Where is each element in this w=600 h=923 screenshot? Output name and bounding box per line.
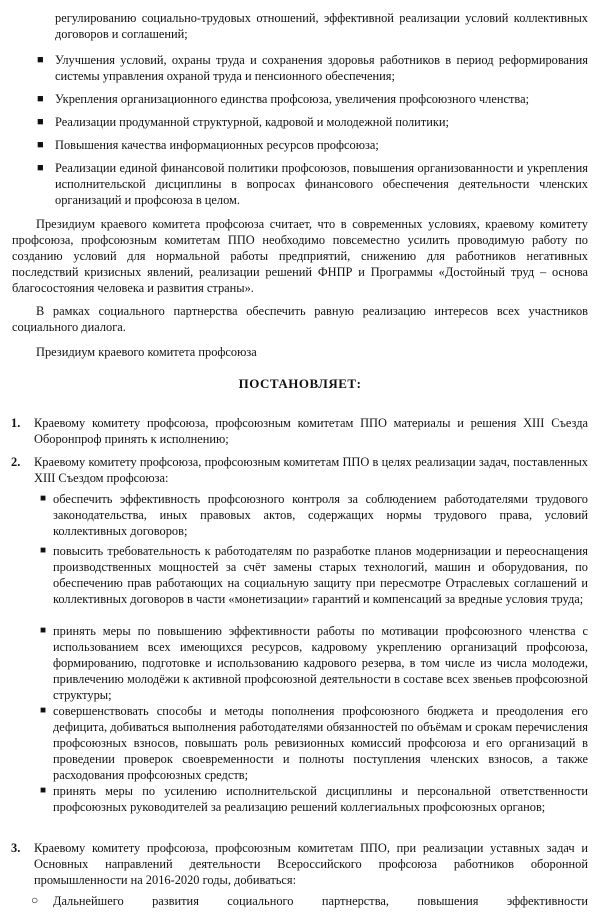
item-number: 3. (11, 841, 21, 855)
list-item (37, 160, 588, 208)
list-item (37, 114, 588, 130)
numbered-item-text: Краевому комитету профсоюза, профсоюзным комитетам ППО материалы и решения XIII Съезда Оборонпроф принять к исполнению; (34, 416, 588, 446)
sub-list-item (40, 491, 588, 539)
list-item (37, 52, 588, 84)
paragraph-presidium: Президиум краевого комитета профсоюза считает, что в современных условиях, краевому комитету профсоюза, профсоюзным комитетам ППО необходимо повсеместно усилить проводимую работу по созданию условий для нормальной работы предприятий, снижению для работников негативных последствий кризисных явлений, реализации решений ФНПР и Программы «Достойный труд – основа благосостояния человека и развития страны». (12, 217, 588, 295)
bullet-icon: ■ (40, 705, 47, 716)
paragraph-presidium-line: Президиум краевого комитета профсоюза (36, 345, 257, 359)
list-item-text: Реализации продуманной структурной, кадровой и молодежной политики; (55, 115, 449, 129)
bullet-icon: ■ (37, 54, 44, 66)
numbered-item (11, 415, 588, 447)
item-number: 1. (11, 416, 21, 430)
list-item (37, 91, 588, 107)
sub-list-item (31, 893, 588, 909)
sub-list-item (40, 543, 588, 607)
list-item-text: Повышения качества информационных ресурсов профсоюза; (55, 138, 379, 152)
bullet-icon: ■ (40, 625, 47, 636)
numbered-item-text: Краевому комитету профсоюза, профсоюзным комитетам ППО, при реализации уставных задач и Основных направлений деятельности Всероссийского профсоюза работников оборонной промышленности на 2016-2020 годы, добиваться: (34, 841, 588, 887)
resolution-heading: ПОСТАНОВЛЯЕТ: (238, 376, 362, 391)
bullet-icon: ■ (37, 116, 44, 128)
sub-list-item-text: принять меры по повышению эффективности работы по мотивации профсоюзного членства с использованием всех имеющихся ресурсов, кадровому укреплению организаций профсоюза, формированию, подготовке и использованию кадрового резерва, в том числе из числа молодежи, привлечению молодёжи к активной профсоюзной деятельности в составе всех звеньев профсоюзной структуры; (53, 624, 588, 702)
continuation-text: регулированию социально-трудовых отношений, эффективной реализации условий коллективных договоров и соглашений; (55, 11, 588, 41)
numbered-item-text: Краевому комитету профсоюза, профсоюзным комитетам ППО в целях реализации задач, поставленных XIII Съездом профсоюза: (34, 455, 588, 485)
item-number: 2. (11, 455, 21, 469)
circle-bullet-icon: ○ (31, 893, 39, 907)
paragraph-partnership: В рамках социального партнерства обеспечить равную реализацию интересов всех участников социального диалога. (12, 304, 588, 334)
list-item (37, 137, 588, 153)
numbered-item (11, 454, 588, 486)
sub-list-item-text: повысить требовательность к работодателям по разработке планов модернизации и переоснащения производственных мощностей за счёт замены старых технологий, машин и оборудования, по обеспечению прав работающих на социальную защиту при пересмотре Отраслевых соглашений и коллективных договоров в части «монетизации» гарантий и компенсаций за вредные условия труда; (53, 544, 588, 606)
numbered-item (11, 840, 588, 888)
sub-list-item-text: обеспечить эффективность профсоюзного контроля за соблюдением работодателями трудового законодательства, иных правовых актов, содержащих нормы трудового права, условий коллективных договоров; (53, 492, 588, 538)
list-item-text: Улучшения условий, охраны труда и сохранения здоровья работников в период реформирования системы управления охраной труда и пенсионного обеспечения; (55, 53, 588, 83)
bullet-icon: ■ (37, 139, 44, 151)
sub-list-item (40, 783, 588, 815)
bullet-icon: ■ (40, 545, 47, 556)
sub-list-item-text: совершенствовать способы и методы пополнения профсоюзного бюджета и преодоления его дефицита, добиваться выполнения работодателями обязанностей по объёмам и срокам перечисления профсоюзных взносов, повышать роль ревизионных комиссий профсоюза и его организаций в проведении проверок своевременности и полноты поступления членских взносов, а также расходования профсоюзных средств; (53, 704, 588, 782)
sub-list-item-text: Дальнейшего развития социального партнерства, повышения эффективности (53, 894, 588, 908)
bullet-icon: ■ (37, 162, 44, 174)
sub-list-item-text: принять меры по усилению исполнительской дисциплины и персональной ответственности профсоюзных руководителей за реализацию решений коллегиальных профсоюзных органов; (53, 784, 588, 814)
bullet-icon: ■ (37, 93, 44, 105)
list-item-text: Укрепления организационного единства профсоюза, увеличения профсоюзного членства; (55, 92, 530, 106)
sub-list-item (40, 703, 588, 783)
sub-list-item (40, 623, 588, 703)
bullet-icon: ■ (40, 785, 47, 796)
bullet-icon: ■ (40, 493, 47, 504)
list-item-text: Реализации единой финансовой политики профсоюзов, повышения организованности и укрепления исполнительской дисциплины в вопросах финансового обеспечения деятельности членских организаций и профсоюза в целом. (55, 161, 588, 207)
